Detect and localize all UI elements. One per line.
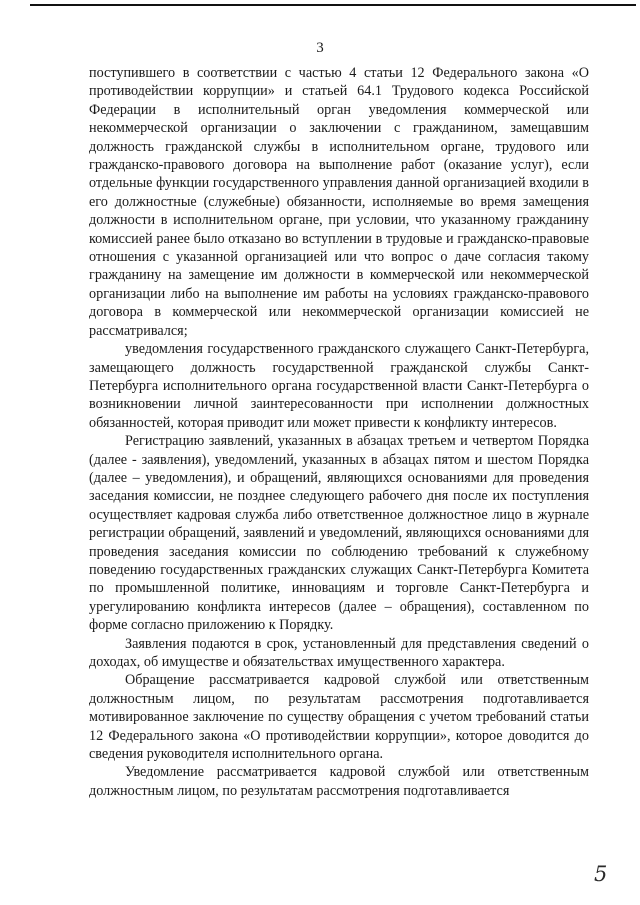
handwritten-page-mark: 5 [594,862,608,886]
page-number: 3 [316,40,324,56]
paragraph-continuation: поступившего в соответствии с частью 4 статьи 12 Федерального закона «О противодействии коррупции» и статьей 64.1 Трудового кодекса Российской Федерации в исполнительный орган уведомления коммерческой или некоммерческой организации о заключении с гражданином, замещавшим должность гражданской службы в исполнительном органе, трудового или гражданско-правового договора на выполнение работ (оказание услуг), если отдельные функции государственного управления данной организацией входили в его должностные (служебные) обязанности, исполняемые во время замещения должности в исполнительном органе, при условии, что указанному гражданину комиссией ранее было отказано во вступлении в трудовые и гражданско-правовые отношения с указанной организацией или что вопрос о даче согласия такому гражданину на замещение им должности в коммерческой или некоммерческой организации либо на выполнение им работы на условиях гражданско-правового договора в коммерческой или некоммерческой организации комиссией не рассматривался; [89,65,589,339]
paragraph-notification-review: Уведомление рассматривается кадровой службой или ответственным должностным лицом, по результатам рассмотрения подготавливается [89,764,589,799]
paragraph-notifications: уведомления государственного гражданского служащего Санкт-Петербурга, замещающего должность государственной гражданской службы Санкт-Петербурга исполнительного органа государственной власти Санкт-Петербурга о возникновении личной заинтересованности при исполнении должностных обязанностей, которая приводит или может привести к конфликту интересов. [89,341,589,431]
paragraph-appeal-review: Обращение рассматривается кадровой службой или ответственным должностным лицом, по результатам рассмотрения подготавливается мотивированное заключение по существу обращения с учетом требований статьи 12 Федерального закона «О противодействии коррупции», которое доводится до сведения руководителя исполнительного органа. [89,672,589,763]
paragraph-applications-deadline: Заявления подаются в срок, установленный для представления сведений о доходах, об имуществе и обязательствах имущественного характера. [89,635,589,670]
page-top-border [30,4,636,6]
document-body [89,64,589,800]
paragraph-registration: Регистрацию заявлений, указанных в абзацах третьем и четвертом Порядка (далее - заявления), уведомлений, указанных в абзацах пятом и шестом Порядка (далее – уведомления), и обращений, являющихся основаниями для проведения заседания комиссии, не позднее следующего рабочего дня после их поступления осуществляет кадровая служба либо ответственное должностное лицо в журнале регистрации обращений, заявлений и уведомлений, являющихся основаниями для проведения заседания комиссии по соблюдению требований к служебному поведению государственных гражданских служащих Санкт-Петербурга Комитета по промышленной политике, инновациям и торговле Санкт-Петербурга и урегулированию конфликта интересов (далее – обращения), составленном по форме согласно приложению к Порядку. [89,433,589,634]
